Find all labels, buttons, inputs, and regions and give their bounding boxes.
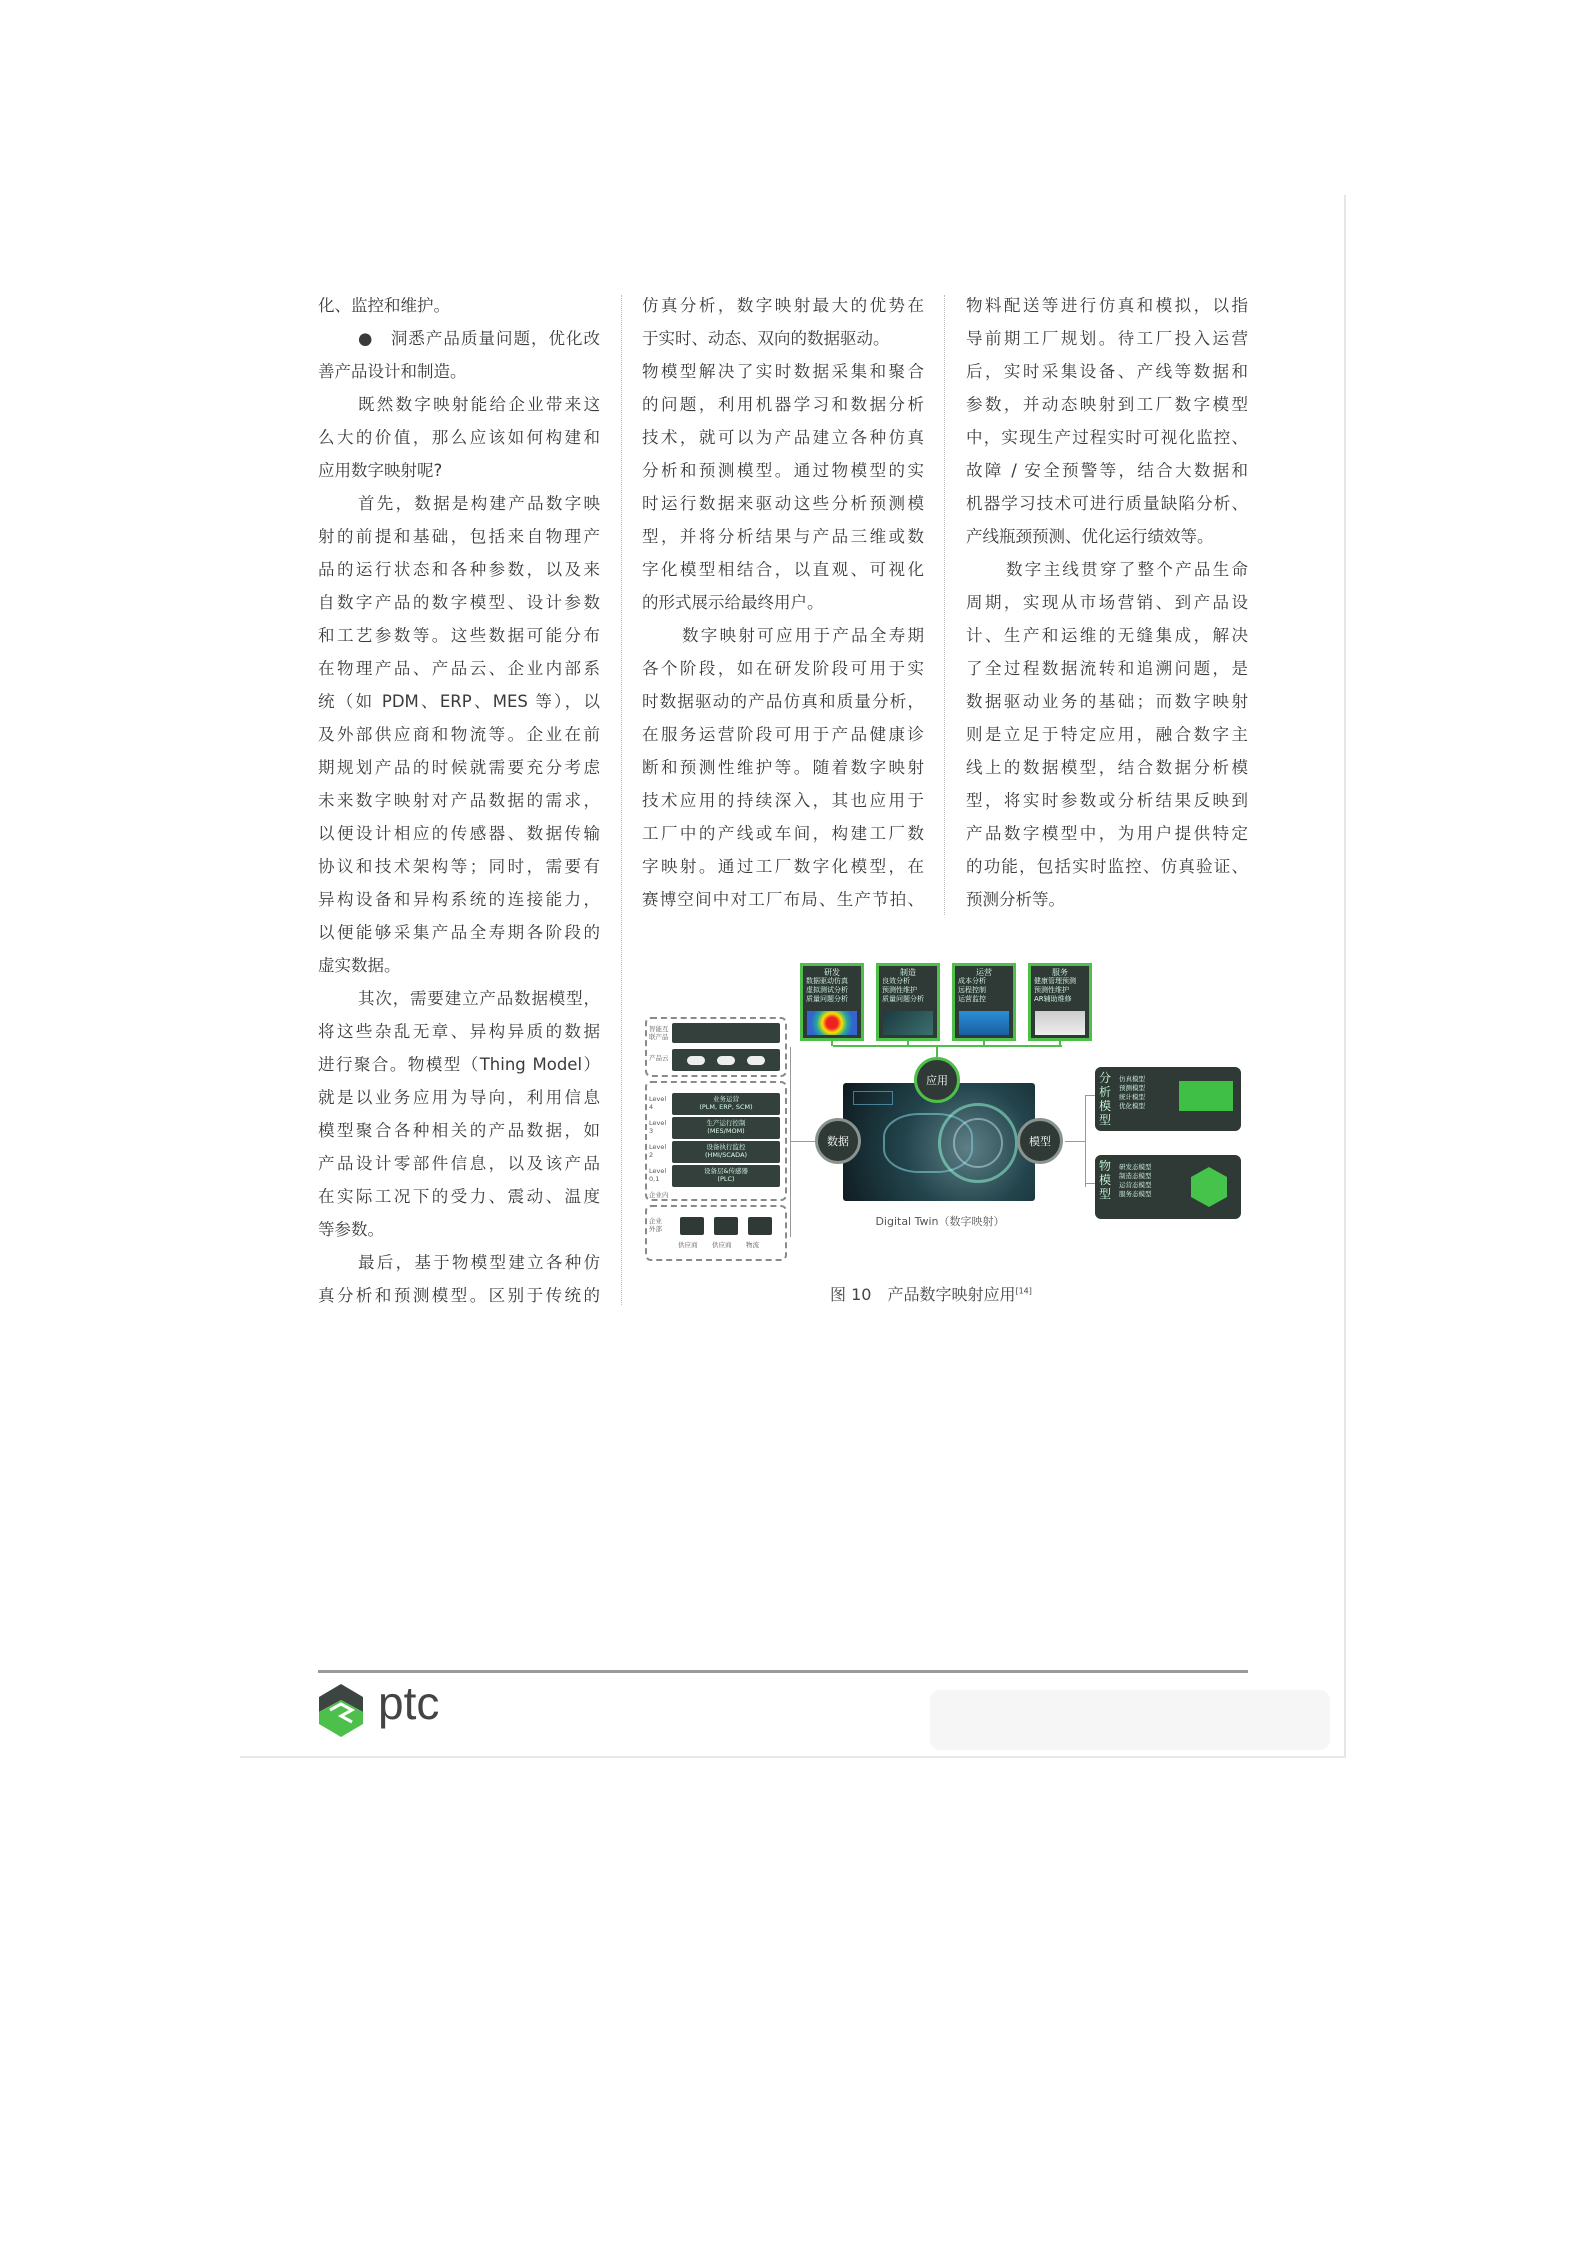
text-line: 技术应用的持续深入，其也应用于	[642, 791, 924, 810]
text-line: 异构设备和异构系统的连接能力，	[318, 890, 600, 909]
text-line: 产线瓶颈预测、优化运行绩效等。	[966, 527, 1214, 546]
text-line: 技术，就可以为产品建立各种仿真	[642, 428, 924, 447]
level-systems: (HMI/SCADA)	[704, 1151, 748, 1159]
text-line: 等参数。	[318, 1220, 384, 1239]
text-column-2	[642, 289, 924, 916]
model-box-item: 研发态模型	[1119, 1163, 1152, 1171]
app-box-item: 健康管理预测	[1034, 977, 1076, 985]
app-box-item: 预测性维护	[882, 986, 917, 994]
external-item-label: 供应商	[678, 1241, 698, 1249]
page-edge-right	[1344, 195, 1346, 1757]
app-box-item: 运营监控	[958, 995, 986, 1003]
external-label: 企业外部	[649, 1217, 662, 1233]
text-line: 导前期工厂规划。待工厂投入运营	[966, 329, 1248, 348]
paragraph	[318, 487, 600, 982]
text-line: 参数，并动态映射到工厂数字模型	[966, 395, 1248, 414]
app-box-image	[1035, 1011, 1085, 1035]
cloud-icon	[747, 1056, 765, 1065]
text-line: 分析和预测模型。通过物模型的实	[642, 461, 924, 480]
app-box-3	[1028, 963, 1092, 1041]
text-line: 应用数字映射呢?	[318, 461, 443, 480]
app-box-item: 预测性维护	[1034, 986, 1069, 994]
app-box-1	[876, 963, 940, 1041]
hub-data: 数据	[815, 1118, 861, 1164]
connector-line	[790, 1047, 791, 1237]
text-line: 在实际工况下的受力、震动、温度	[318, 1187, 600, 1206]
blurred-area	[930, 1690, 1330, 1750]
level-bar	[672, 1117, 780, 1139]
paragraph	[642, 289, 924, 355]
text-line: 在服务运营阶段可用于产品健康诊	[642, 725, 924, 744]
text-line: 数字主线贯穿了整个产品生命	[1006, 560, 1248, 579]
level-label: Level 0,1	[649, 1167, 667, 1183]
text-line: 时运行数据来驱动这些分析预测模	[642, 494, 924, 513]
product-cloud-label: 产品云	[649, 1054, 669, 1062]
hub-model: 模型	[1017, 1118, 1063, 1164]
model-box-item: 统计模型	[1119, 1093, 1145, 1101]
paragraph	[318, 289, 600, 322]
text-line: 产品数字模型中，为用户提供特定	[966, 824, 1248, 843]
app-box-image	[883, 1011, 933, 1035]
text-line: 线上的数据模型，结合数据分析模	[966, 758, 1248, 777]
text-line: 各个阶段，如在研发阶段可用于实	[642, 659, 924, 678]
app-box-image	[807, 1011, 857, 1035]
model-box-item: 运营态模型	[1119, 1181, 1152, 1189]
text-line: 型，并将分析结果与产品三维或数	[642, 527, 924, 546]
paragraph	[966, 553, 1248, 916]
text-line: 工厂中的产线或车间，构建工厂数	[642, 824, 924, 843]
level-bar	[672, 1093, 780, 1115]
connector-line	[1085, 1095, 1095, 1096]
column-divider	[621, 295, 622, 1305]
text-line: 统（如 PDM、ERP、MES 等），以	[318, 692, 600, 711]
model-box-items	[1119, 1075, 1145, 1111]
text-line: 产品设计零部件信息，以及该产品	[318, 1154, 600, 1173]
external-icon	[714, 1217, 738, 1235]
text-line: 赛博空间中对工厂布局、生产节拍、	[642, 890, 924, 909]
model-box-1	[1095, 1155, 1241, 1219]
text-line: 在物理产品、产品云、企业内部系	[318, 659, 600, 678]
text-line: 仿真分析，数字映射最大的优势在	[642, 296, 924, 315]
level-systems: (PLC)	[717, 1175, 735, 1183]
text-line: 的问题，利用机器学习和数据分析	[642, 395, 924, 414]
text-line: 及外部供应商和物流等。企业在前	[318, 725, 600, 744]
text-line: 型，将实时参数或分析结果反映到	[966, 791, 1248, 810]
text-line: 善产品设计和制造。	[318, 362, 467, 381]
text-line: 则是立足于特定应用，融合数字主	[966, 725, 1248, 744]
internal-label: 企业内	[649, 1191, 669, 1199]
column-divider	[944, 295, 945, 915]
text-line: 真分析和预测模型。区别于传统的	[318, 1286, 600, 1305]
text-line: 么大的价值，那么应该如何构建和	[318, 428, 600, 447]
text-line: 品的运行状态和各种参数，以及来	[318, 560, 600, 579]
level-systems: (PLM, ERP, SCM)	[699, 1103, 753, 1111]
model-box-0	[1095, 1067, 1241, 1131]
paragraph	[318, 982, 600, 1246]
app-box-item: 质量问题分析	[882, 995, 924, 1003]
app-box-title: 服务	[1052, 968, 1068, 977]
text-line: 最后，基于物模型建立各种仿	[358, 1253, 600, 1272]
level-name: 设备执行监控	[706, 1143, 746, 1151]
connector-line	[790, 1141, 817, 1142]
app-box-title: 研发	[824, 968, 840, 977]
digital-twin-label: Digital Twin（数字映射）	[875, 1215, 1005, 1228]
text-line: 时数据驱动的产品仿真和质量分析，	[642, 692, 924, 711]
model-box-title: 物模型	[1099, 1159, 1112, 1201]
text-line: 字化模型相结合，以直观、可视化	[642, 560, 924, 579]
model-box-item: 服务态模型	[1119, 1190, 1152, 1198]
app-box-item: 远程控制	[958, 986, 986, 994]
connector-line	[1085, 1183, 1095, 1184]
app-box-item: 良效分析	[882, 977, 910, 985]
app-box-image	[959, 1011, 1009, 1035]
app-box-2	[952, 963, 1016, 1041]
paragraph	[966, 289, 1248, 553]
model-box-item: 仿真模型	[1119, 1075, 1145, 1083]
text-line: 中，实现生产过程实时可视化监控、	[966, 428, 1248, 447]
text-line: 协议和技术架构等；同时，需要有	[318, 857, 600, 876]
text-line: 计、生产和运维的无缝集成，解决	[966, 626, 1248, 645]
external-icon	[748, 1217, 772, 1235]
text-line: 和工艺参数等。这些数据可能分布	[318, 626, 600, 645]
caption-text: 图 10 产品数字映射应用	[830, 1285, 1016, 1304]
cloud-icon	[687, 1056, 705, 1065]
ptc-logo-icon	[316, 1682, 366, 1738]
model-box-graphic	[1179, 1081, 1233, 1111]
paragraph	[318, 388, 600, 487]
text-line: 周期，实现从市场营销、到产品设	[966, 593, 1248, 612]
level-systems: (MES/MOM)	[707, 1127, 745, 1135]
page-edge-bottom	[240, 1756, 1346, 1758]
text-line: 了全过程数据流转和追溯问题，是	[966, 659, 1248, 678]
app-box-item: 虚拟测试分析	[806, 986, 848, 994]
connector-line	[1065, 1141, 1085, 1142]
smart-product-label: 智能互联产品	[649, 1025, 669, 1041]
text-line: 机器学习技术可进行质量缺陷分析、	[966, 494, 1248, 513]
app-box-item: 成本分析	[958, 977, 986, 985]
text-line: 未来数字映射对产品数据的需求，	[318, 791, 600, 810]
model-box-graphic	[1191, 1167, 1227, 1207]
connector-line	[1085, 1095, 1086, 1187]
text-line: 数字映射可应用于产品全寿期	[682, 626, 924, 645]
level-label: Level 3	[649, 1119, 667, 1135]
text-line: 断和预测性维护等。随着数字映射	[642, 758, 924, 777]
app-box-item: AR辅助维修	[1034, 995, 1072, 1003]
text-line: 以便能够采集产品全寿期各阶段的	[318, 923, 600, 942]
paragraph	[642, 619, 924, 916]
model-box-items	[1119, 1163, 1152, 1199]
text-line: 于实时、动态、双向的数据驱动。	[642, 329, 890, 348]
text-line: 既然数字映射能给企业带来这	[358, 395, 600, 414]
text-line: 期规划产品的时候就需要充分考虑	[318, 758, 600, 777]
app-box-title: 制造	[900, 968, 916, 977]
text-line: ● 洞悉产品质量问题，优化改	[358, 329, 600, 348]
text-line: 进行聚合。物模型（Thing Model）	[318, 1055, 600, 1074]
text-line: 字映射。通过工厂数字化模型，在	[642, 857, 924, 876]
text-line: 化、监控和维护。	[318, 296, 450, 315]
level-bar	[672, 1165, 780, 1187]
figure-caption	[830, 1282, 1032, 1305]
hub-application: 应用	[914, 1057, 960, 1103]
caption-reference: [14]	[1015, 1286, 1032, 1296]
text-line: 预测分析等。	[966, 890, 1065, 909]
app-box-item: 数据驱动仿真	[806, 977, 848, 985]
app-box-item: 质量问题分析	[806, 995, 848, 1003]
footer-rule	[318, 1670, 1248, 1673]
paragraph	[642, 355, 924, 619]
cloud-icons-bar	[672, 1049, 780, 1071]
paragraph	[318, 1246, 600, 1312]
text-line: 物料配送等进行仿真和模拟，以指	[966, 296, 1248, 315]
level-name: 业务运营	[713, 1095, 739, 1103]
connector-line	[833, 1045, 1062, 1047]
text-line: 虚实数据。	[318, 956, 401, 975]
text-line: 故障 / 安全预警等，结合大数据和	[966, 461, 1248, 480]
text-line: 首先，数据是构建产品数字映	[358, 494, 600, 513]
model-box-item: 制造态模型	[1119, 1172, 1152, 1180]
text-column-3	[966, 289, 1248, 916]
level-label: Level 2	[649, 1143, 667, 1159]
text-line: 模型聚合各种相关的产品数据，如	[318, 1121, 600, 1140]
text-line: 的形式展示给最终用户。	[642, 593, 824, 612]
level-name: 生产运行控制	[706, 1119, 746, 1127]
level-bar	[672, 1141, 780, 1163]
model-box-item: 预测模型	[1119, 1084, 1145, 1092]
model-box-item: 优化模型	[1119, 1102, 1145, 1110]
external-item-label: 供应商	[712, 1241, 732, 1249]
text-line: 物模型解决了实时数据采集和聚合	[642, 362, 924, 381]
text-line: 数据驱动业务的基础；而数字映射	[966, 692, 1248, 711]
text-line: 将这些杂乱无章、异构异质的数据	[318, 1022, 600, 1041]
level-label: Level 4	[649, 1095, 667, 1111]
paragraph	[318, 322, 600, 388]
model-box-title: 分析模型	[1099, 1071, 1112, 1127]
external-item-label: 物流	[746, 1241, 759, 1249]
text-line: 以便设计相应的传感器、数据传输	[318, 824, 600, 843]
text-column-1	[318, 289, 600, 1312]
ptc-logo-text: ptc	[378, 1677, 440, 1729]
app-box-title: 运营	[976, 968, 992, 977]
text-line: 其次，需要建立产品数据模型，	[358, 989, 600, 1008]
level-name: 设备层&传感器	[703, 1167, 749, 1175]
external-icon	[680, 1217, 704, 1235]
text-line: 射的前提和基础，包括来自物理产	[318, 527, 600, 546]
app-box-0	[800, 963, 864, 1041]
device-icons-bar	[672, 1023, 780, 1043]
figure-digital-twin	[640, 955, 1250, 1275]
text-line: 就是以业务应用为导向，利用信息	[318, 1088, 600, 1107]
text-line: 自数字产品的数字模型、设计参数	[318, 593, 600, 612]
text-line: 的功能，包括实时监控、仿真验证、	[966, 857, 1248, 876]
text-line: 后，实时采集设备、产线等数据和	[966, 362, 1248, 381]
cloud-icon	[717, 1056, 735, 1065]
